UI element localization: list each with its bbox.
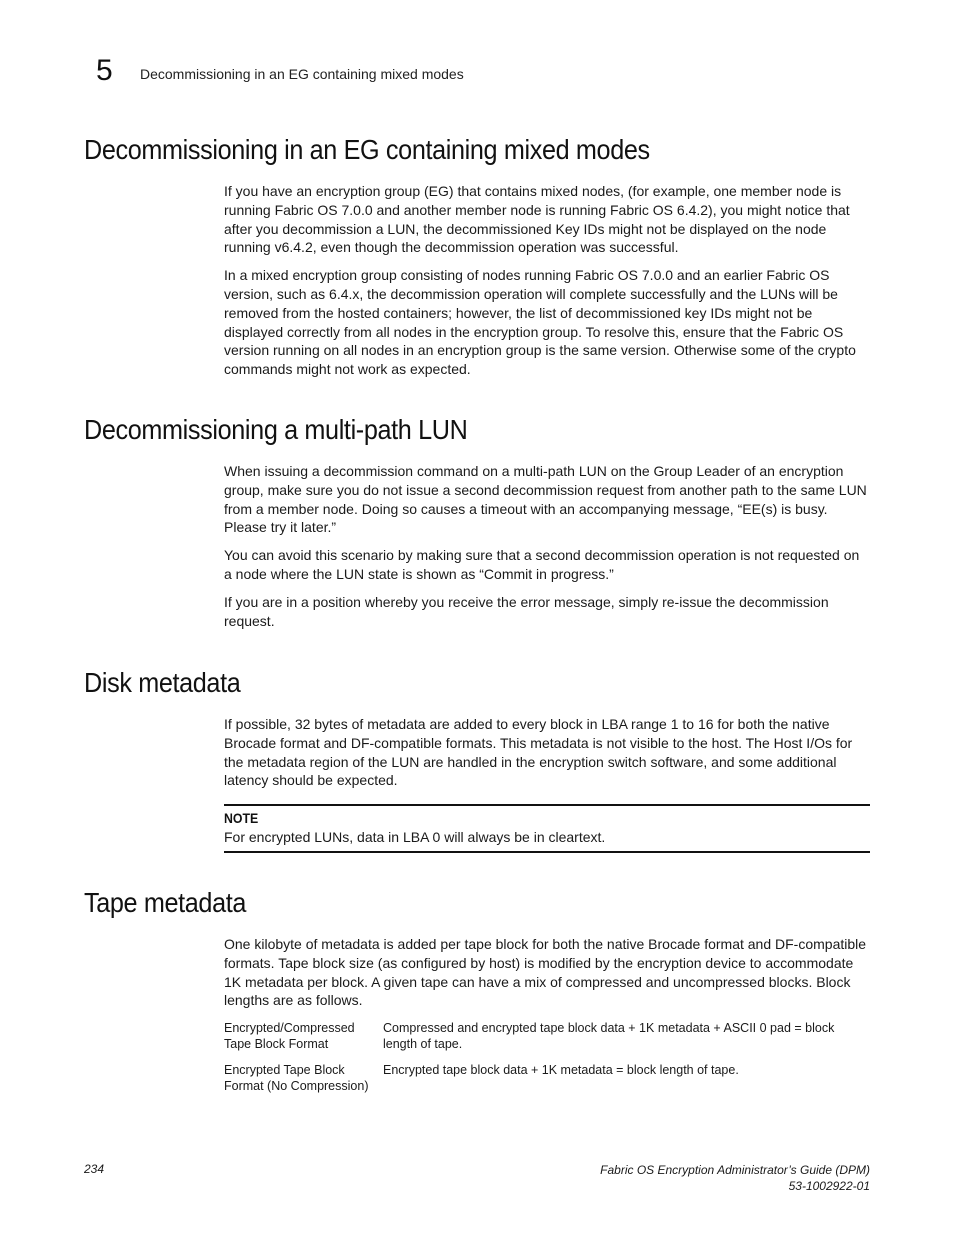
paragraph: When issuing a decommission command on a multi-path LUN on the Group Leader of an encryption group, make sure you do not issue a second decommission request from another path to the same LUN from a member node. Doing so causes a timeout with an accompanying message, “EE(s) is busy. Please try it later.” <box>224 463 867 536</box>
paragraph: One kilobyte of metadata is added per tape block for both the native Brocade format and DF-compatible formats. Tape block size (as configured by host) is modified by the encryption device to accommodate 1K metadata per block. A given tape can have a mix of compressed and uncompressed blocks. Block lengths are as follows. <box>224 936 867 1009</box>
footer-doc-number: 53-1002922-01 <box>788 1179 870 1193</box>
section-heading: Tape metadata <box>84 887 247 918</box>
section-heading: Disk metadata <box>84 667 241 698</box>
note-text: For encrypted LUNs, data in LBA 0 will always be in cleartext. <box>224 829 606 846</box>
section-heading: Decommissioning in an EG containing mixed modes <box>84 134 650 165</box>
section-heading: Decommissioning a multi-path LUN <box>84 414 468 445</box>
paragraph: If possible, 32 bytes of metadata are added to every block in LBA range 1 to 16 for both the native Brocade format and DF-compatible formats. This metadata is not visible to the host. The Host I/Os for the metadata region of the LUN are handled in the encryption switch software, and some additional latency should be expected. <box>224 716 853 789</box>
footer-guide-title: Fabric OS Encryption Administrator’s Guide (DPM) <box>600 1163 870 1177</box>
table-row <box>224 1020 870 1062</box>
paragraph: If you have an encryption group (EG) that contains mixed nodes, (for example, one member node is running Fabric OS 7.0.0 and another member node is running Fabric OS 6.4.2), you might notice that after you decommission a LUN, the decommissioned Key IDs might not be displayed on the node running v6.4.2, even though the decommission operation was successful. <box>224 183 850 256</box>
section-multipath-lun <box>84 414 874 639</box>
section-disk-metadata <box>84 667 874 853</box>
note-box <box>224 804 870 853</box>
paragraph: You can avoid this scenario by making sure that a second decommission operation is not requested on a node where the LUN state is shown as “Commit in progress.” <box>224 547 860 582</box>
block-length-table <box>224 1020 870 1104</box>
running-header-title: Decommissioning in an EG containing mixed modes <box>140 66 464 82</box>
chapter-number: 5 <box>96 54 113 87</box>
footer-page-number: 234 <box>84 1162 105 1176</box>
table-term: Encrypted Tape Block Format (No Compression) <box>224 1063 369 1094</box>
table-row <box>224 1062 870 1104</box>
note-label: NOTE <box>224 810 259 827</box>
paragraph: If you are in a position whereby you receive the error message, simply re-issue the decommission request. <box>224 593 829 629</box>
footer-doc-info <box>600 1162 870 1194</box>
table-definition: Compressed and encrypted tape block data + 1K metadata + ASCII 0 pad = block length of tape. <box>383 1021 835 1052</box>
table-term: Encrypted/Compressed Tape Block Format <box>224 1021 355 1052</box>
section-mixed-modes <box>84 134 874 388</box>
table-definition: Encrypted tape block data + 1K metadata = block length of tape. <box>383 1063 739 1078</box>
paragraph: In a mixed encryption group consisting of nodes running Fabric OS 7.0.0 and an earlier Fabric OS version, such as 6.4.x, the decommission operation will complete successfully and the LUNs will be removed from the hosted containers; however, the list of decommissioned key IDs might not be displayed correctly from all nodes in the encryption group. To resolve this, ensure that the Fabric OS version running on all nodes in an encryption group is the same version. Otherwise some of the crypto commands might not work as expected. <box>224 267 856 378</box>
section-tape-metadata <box>84 887 874 1104</box>
